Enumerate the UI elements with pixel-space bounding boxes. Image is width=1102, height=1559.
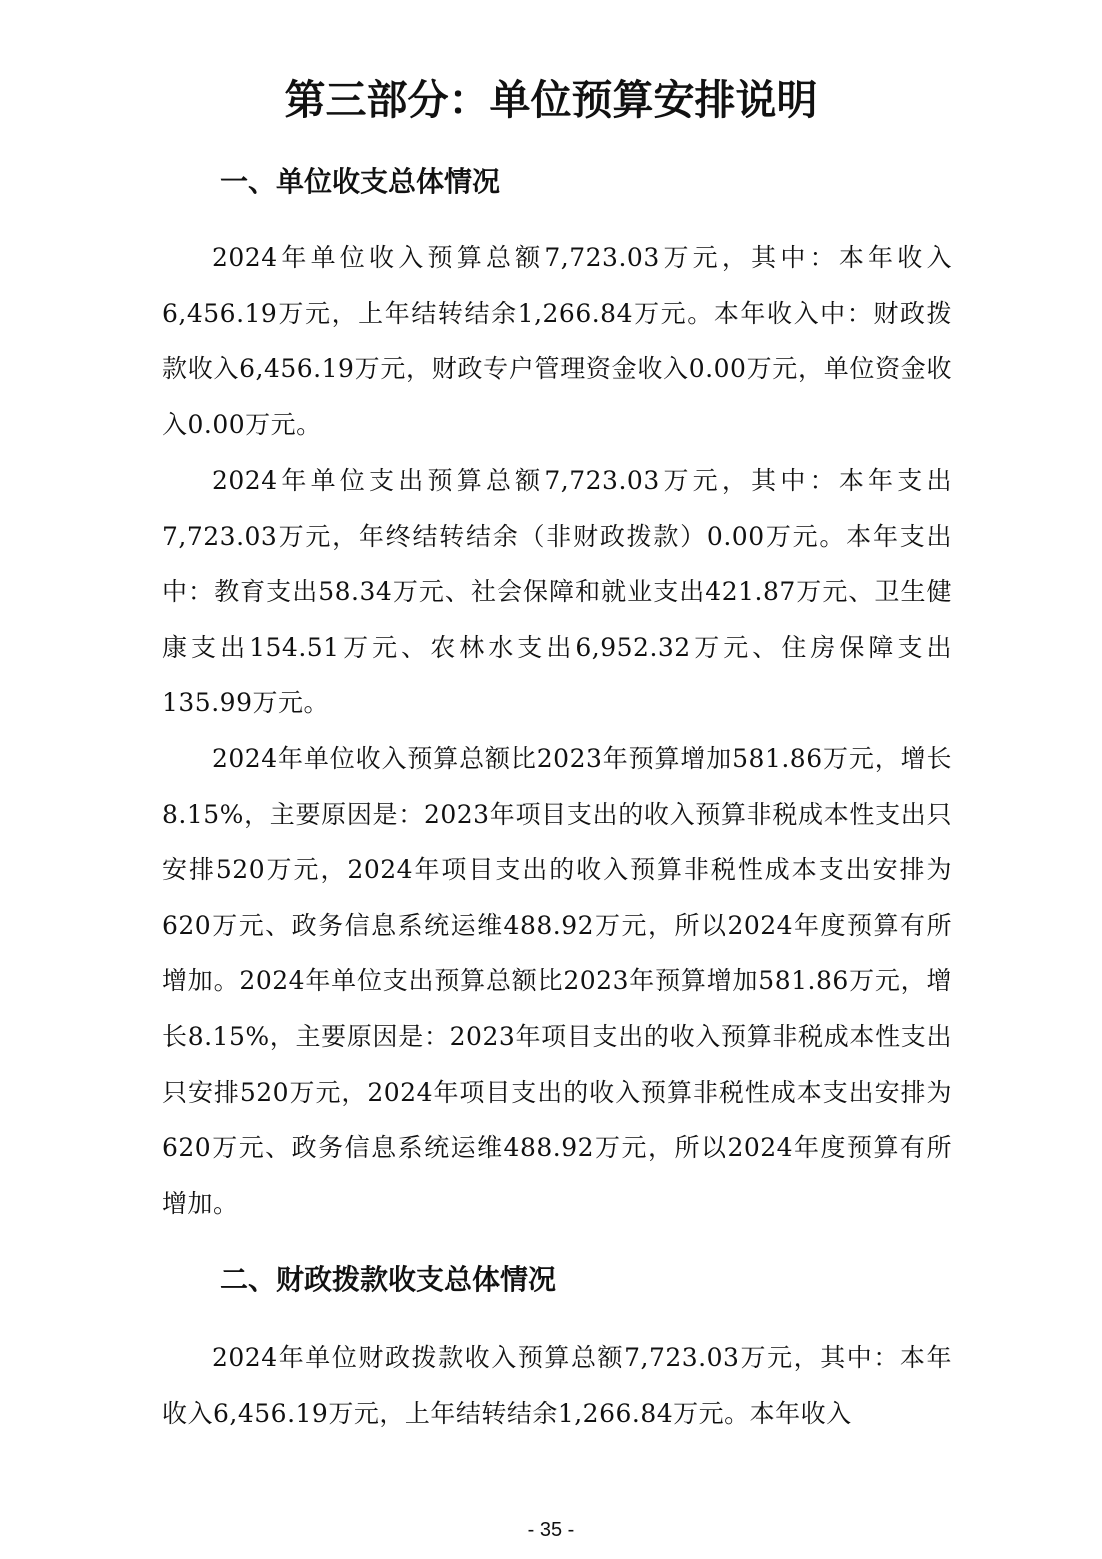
section-heading-fiscal-overview: 二、财政拨款收支总体情况 [220,1263,557,1296]
page-number: - 35 - [527,1519,575,1541]
paragraph-unit-expenditure: 2024年单位支出预算总额7,723.03万元，其中：本年支出7,723.03万元，年终结转结余（非财政拨款）0.00万元。本年支出中：教育支出58.34万元、社会保障和就业支出421.87万元、卫生健康支出154.51万元、农林水支出6,952.32万元、住房保障支出135.99万元。 [162,466,952,718]
paragraph-budget-change: 2024年单位收入预算总额比2023年预算增加581.86万元，增长8.15%，主要原因是：2023年项目支出的收入预算非税成本性支出只安排520万元，2024年项目支出的收入预算非税性成本支出安排为620万元、政务信息系统运维488.92万元，所以2024年度预算有所增加。2024年单位支出预算总额比2023年预算增加581.86万元，增长8.15%，主要原因是：2023年项目支出的收入预算非税成本性支出只安排520万元，2024年项目支出的收入预算非税性成本支出安排为620万元、政务信息系统运维488.92万元，所以2024年度预算有所增加。 [162,744,952,1218]
section-heading-unit-overview: 一、单位收支总体情况 [220,165,501,198]
document-title: 第三部分：单位预算安排说明 [284,76,818,124]
paragraph-unit-income: 2024年单位收入预算总额7,723.03万元，其中：本年收入6,456.19万元，上年结转结余1,266.84万元。本年收入中：财政拨款收入6,456.19万元，财政专户管理资金收入0.00万元，单位资金收入0.00万元。 [162,243,952,439]
paragraph-fiscal-income: 2024年单位财政拨款收入预算总额7,723.03万元，其中：本年收入6,456.19万元，上年结转结余1,266.84万元。本年收入 [162,1343,952,1428]
